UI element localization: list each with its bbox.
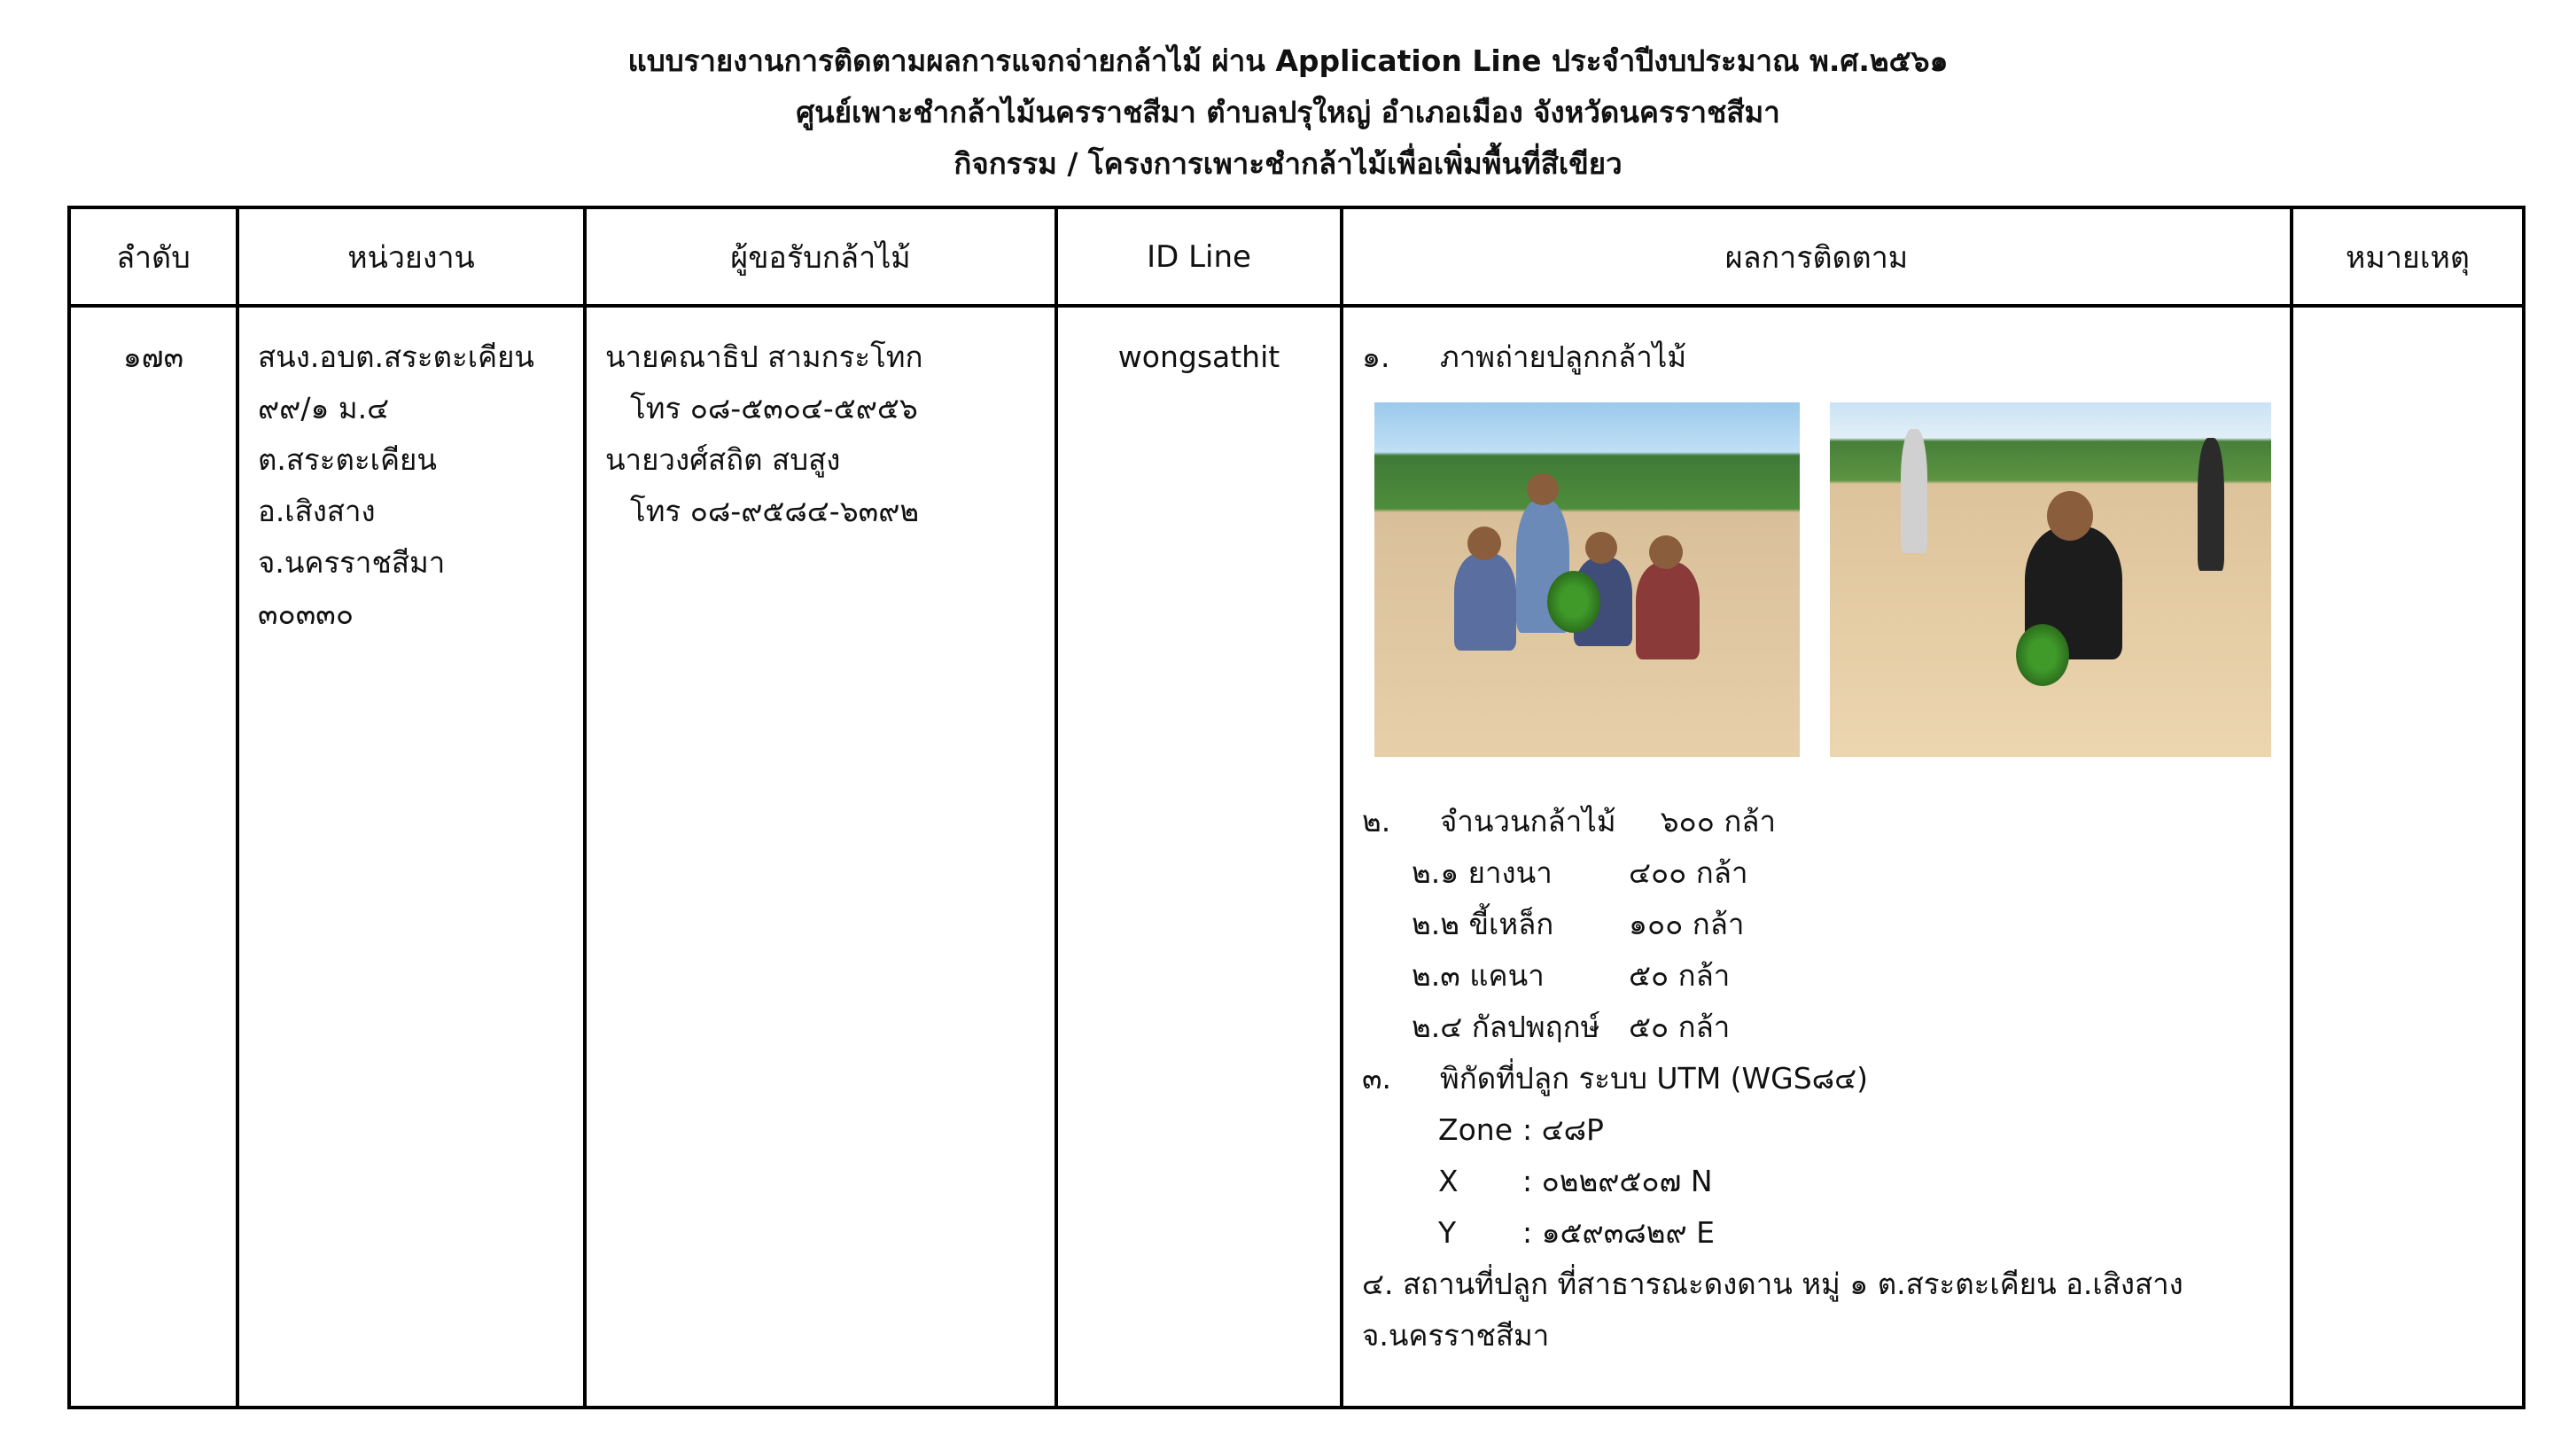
coord-zone: Zone : ๔๘P (1438, 1112, 1604, 1147)
requester-phone: โทร ๐๘-๙๕๘๔-๖๓๙๒ (630, 494, 920, 528)
table-header-row (69, 207, 2524, 306)
col-header-remark: หมายเหตุ (2292, 207, 2524, 306)
agency-cell (237, 306, 585, 1408)
agency-line: ๓๐๓๓๐ (258, 597, 354, 631)
col-header-id-line: ID Line (1056, 207, 1342, 306)
item-number: ๓. (1362, 1061, 1392, 1096)
species-item: ๒.๓ แคนา ๕๐ กล้า (1412, 958, 1731, 993)
species-item: ๒.๑ ยางนา ๔๐๐ กล้า (1412, 855, 1748, 890)
agency-line: อ.เสิงสาง (258, 494, 376, 528)
result-item-3 (1362, 1053, 2289, 1104)
result-item-1 (1362, 332, 2289, 383)
report-header (0, 35, 2576, 190)
planting-province: จ.นครราชสีมา (1362, 1318, 1550, 1353)
col-header-seq: ลำดับ (69, 207, 237, 306)
requester-name: นายคณาธิป สามกระโทก (605, 339, 923, 374)
col-header-result: ผลการติดตาม (1342, 207, 2292, 306)
id-line-value: wongsathit (1117, 339, 1280, 374)
item-number: ๑. (1362, 339, 1390, 374)
requester-phone: โทร ๐๘-๕๓๐๔-๕๙๕๖ (630, 391, 918, 425)
item-number: ๒. (1362, 804, 1391, 838)
remark-cell (2292, 306, 2524, 1408)
col-header-agency: หน่วยงาน (237, 207, 585, 306)
report-center: ศูนย์เพาะชำกล้าไม้นครราชสีมา ตำบลปรุใหญ่ อำเภอเมือง จังหวัดนครราชสีมา (796, 95, 1780, 129)
agency-line: ๙๙/๑ ม.๔ (258, 391, 390, 425)
result-item-2 (1362, 796, 2289, 847)
requester-cell (585, 306, 1056, 1408)
table-row (69, 306, 2524, 1408)
species-item: ๒.๒ ขี้เหล็ก ๑๐๐ กล้า (1412, 907, 1745, 941)
requester-name: นายวงศ์สถิต สบสูง (605, 442, 841, 477)
item-label: จำนวนกล้าไม้ (1440, 804, 1616, 838)
agency-line: ต.สระตะเคียน (258, 442, 437, 477)
seq-cell (69, 306, 237, 1408)
planting-photo-kneeling (1830, 402, 2271, 757)
photo-row (1374, 402, 2289, 757)
total-seedlings: ๖๐๐ กล้า (1660, 804, 1777, 838)
report-activity: กิจกรรม / โครงการเพาะชำกล้าไม้เพื่อเพิ่มพื้นที่สีเขียว (953, 146, 1623, 181)
species-item: ๒.๔ กัลปพฤกษ์ ๕๐ กล้า (1412, 1010, 1731, 1044)
report-table (67, 206, 2525, 1409)
result-cell (1342, 306, 2292, 1408)
seq-number: ๑๗๓ (122, 339, 184, 374)
planting-location: ๔. สถานที่ปลูก ที่สาธารณะดงดาน หมู่ ๑ ต.สระตะเคียน อ.เสิงสาง (1362, 1267, 2183, 1301)
remark-value (2294, 308, 2521, 332)
coord-y: Y : ๑๕๙๓๘๒๙ E (1438, 1215, 1715, 1250)
item-label: พิกัดที่ปลูก ระบบ UTM (WGS๘๔) (1440, 1061, 1868, 1096)
agency-line: จ.นครราชสีมา (258, 545, 446, 580)
item-label: ภาพถ่ายปลูกกล้าไม้ (1440, 339, 1687, 374)
agency-line: สนง.อบต.สระตะเคียน (258, 339, 534, 374)
report-title: แบบรายงานการติดตามผลการแจกจ่ายกล้าไม้ ผ่าน Application Line ประจำปีงบประมาณ พ.ศ.๒๕๖๑ (627, 43, 1949, 78)
col-header-requester: ผู้ขอรับกล้าไม้ (585, 207, 1056, 306)
planting-photo-group (1374, 402, 1800, 757)
id-line-cell (1056, 306, 1342, 1408)
coord-x: X : ๐๒๒๙๕๐๗ N (1438, 1164, 1713, 1198)
